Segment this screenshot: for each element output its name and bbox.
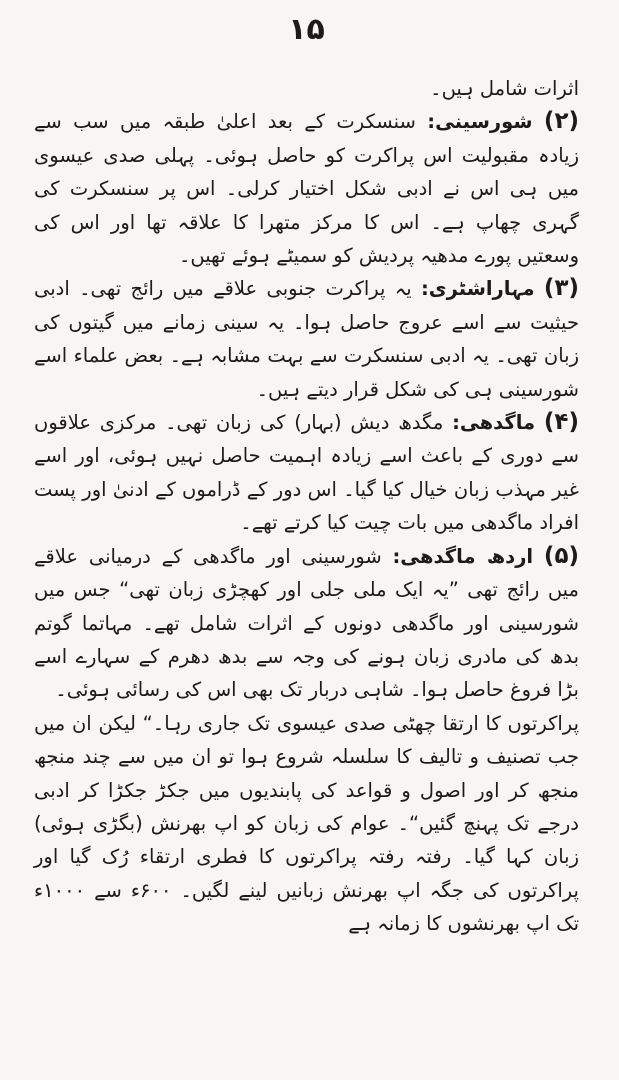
paragraph-ardhamagadhi	[34, 540, 579, 707]
item-number: (۵)	[543, 542, 579, 569]
page-number: ۱۵	[288, 12, 325, 47]
item-heading: اردھ ماگدھی:	[392, 544, 534, 568]
item-number: (۲)	[543, 108, 579, 135]
paragraph-prakrit-evolution	[34, 707, 579, 941]
paragraph-text: سنسکرت کے بعد اعلیٰ طبقہ میں سب سے زیادہ مقبولیت اس پراکرت کو حاصل ہوئی۔ پہلی صدی عیسوی میں ہی اس نے ادبی شکل اختیار کرلی۔ اس پر سنسکرت کی گہری چھاپ ہے۔ اس کا مرکز متھرا کا علاقہ تھا اور اس کی وسعتیں پورے مدھیہ پردیش کو سمیٹے ہوئے تھیں۔	[34, 110, 579, 268]
item-heading: مہاراشٹری:	[420, 277, 535, 301]
paragraph-magadhi	[34, 406, 579, 540]
paragraph-intro	[34, 72, 579, 105]
paragraph-maharashtri	[34, 272, 579, 406]
paragraph-text: یہ پراکرت جنوبی علاقے میں رائج تھی۔ ادبی حیثیت سے اسے عروج حاصل ہوا۔ یہ سینی زمانے میں گیتوں کی زبان تھی۔ یہ ادبی سنسکرت سے بہت مشابہ ہے۔ بعض علماء اسے شورسینی ہی کی شکل قرار دیتے ہیں۔	[34, 277, 579, 401]
paragraph-shauraseni	[34, 105, 579, 272]
item-number: (۴)	[543, 409, 579, 436]
paragraph-text: شورسینی اور ماگدھی کے درمیانی علاقے میں رائج تھی ”یہ ایک ملی جلی اور کھچڑی زبان تھی“ جس میں شورسینی اور ماگدھی دونوں کے اثرات شامل تھے۔ مہاتما گوتم بدھ کی مادری زبان ہونے کی وجہ سے بدھ دھرم کے سہارے اسے بڑا فروغ حاصل ہوا۔ شاہی دربار تک بھی اس کی رسائی ہوئی۔	[34, 544, 579, 702]
paragraph-text: مگدھ دیش (بہار) کی زبان تھی۔ مرکزی علاقوں سے دوری کے باعث اسے زیادہ اہمیت حاصل نہیں ہوئی، اور اسے غیر مہذب زبان خیال کیا گیا۔ اس دور کے ڈراموں کے ادنیٰ اور پست افراد ماگدھی میں بات چیت کیا کرتے تھے۔	[34, 411, 579, 535]
paragraph-text: پراکرتوں کا ارتقا چھٹی صدی عیسوی تک جاری رہا۔“ لیکن ان میں جب تصنیف و تالیف کا سلسلہ شروع ہوا تو ان میں سے چند منجھ منجھ کر اور اصول و قواعد کی پابندیوں میں جکڑ جکڑا کر ادبی درجے تک پہنچ گئیں“۔ عوام کی زبان کو اپ بھرنش (بگڑی ہوئی) زبان کہا گیا۔ رفتہ رفتہ پراکرتوں کا فطری ارتقاء رُک گیا اور پراکرتوں کی جگہ اپ بھرنش زبانیں لینے لگیں۔ ۶۰۰ء سے ۱۰۰۰ء تک اپ بھرنشوں کا زمانہ ہے	[34, 711, 579, 936]
paragraph-text: اثرات شامل ہیں۔	[430, 77, 579, 100]
item-heading: شورسینی:	[427, 110, 533, 134]
item-number: (۳)	[543, 275, 579, 302]
page-body	[34, 72, 579, 941]
item-heading: ماگدھی:	[452, 411, 536, 435]
